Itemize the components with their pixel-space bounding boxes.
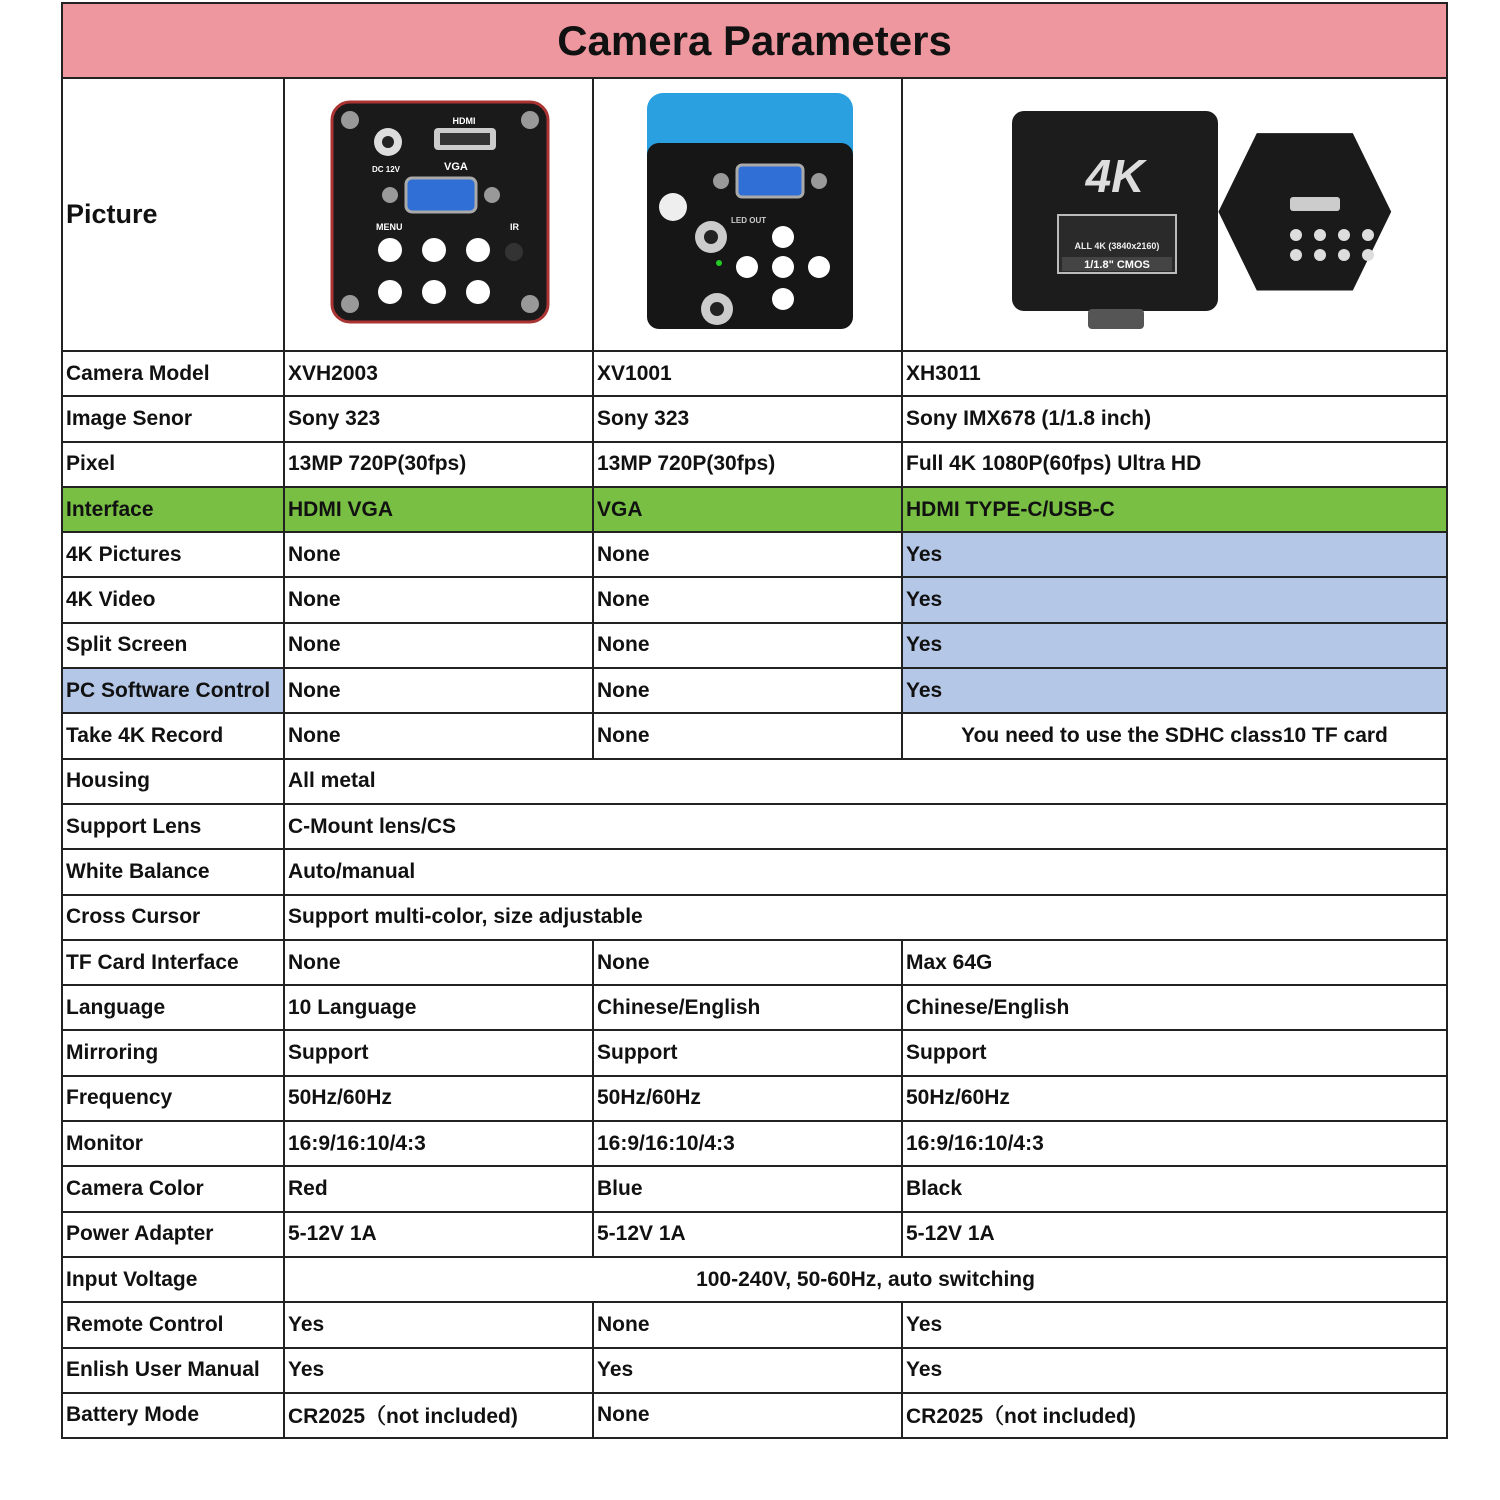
row-value: 5-12V 1A xyxy=(902,1212,1447,1257)
row-label: Housing xyxy=(62,759,284,804)
row-value: 16:9/16:10/4:3 xyxy=(593,1121,902,1166)
row-value: None xyxy=(284,940,593,985)
row-value: None xyxy=(284,577,593,622)
row-label: Image Senor xyxy=(62,396,284,441)
table-row-tf-card-interface xyxy=(62,940,1447,985)
svg-text:VGA: VGA xyxy=(443,160,468,173)
svg-text:ALL 4K (3840x2160): ALL 4K (3840x2160) xyxy=(1074,240,1159,251)
svg-text:LED OUT: LED OUT xyxy=(730,215,766,225)
row-value: 50Hz/60Hz xyxy=(593,1076,902,1121)
row-value: Yes xyxy=(593,1348,902,1393)
table-row-remote-control xyxy=(62,1302,1447,1347)
table-row-power-adapter xyxy=(62,1212,1447,1257)
table-row-white-balance xyxy=(62,849,1447,894)
row-label: Camera Color xyxy=(62,1166,284,1211)
row-label: Support Lens xyxy=(62,804,284,849)
row-value: Black xyxy=(902,1166,1447,1211)
row-value: 100-240V, 50-60Hz, auto switching xyxy=(284,1257,1447,1302)
row-value: 50Hz/60Hz xyxy=(284,1076,593,1121)
row-label: Enlish User Manual xyxy=(62,1348,284,1393)
table-row-split-screen xyxy=(62,623,1447,668)
row-value: You need to use the SDHC class10 TF card xyxy=(902,713,1447,758)
row-value: 13MP 720P(30fps) xyxy=(284,442,593,487)
row-value: Support multi-color, size adjustable xyxy=(284,895,1447,940)
row-value: Support xyxy=(593,1030,902,1075)
row-value: 13MP 720P(30fps) xyxy=(593,442,902,487)
row-label: Input Voltage xyxy=(62,1257,284,1302)
row-value: CR2025（not included) xyxy=(902,1393,1447,1438)
row-label: Mirroring xyxy=(62,1030,284,1075)
row-value: Support xyxy=(902,1030,1447,1075)
row-value: Red xyxy=(284,1166,593,1211)
row-label: TF Card Interface xyxy=(62,940,284,985)
row-value: 5-12V 1A xyxy=(284,1212,593,1257)
table-row-cross-cursor xyxy=(62,895,1447,940)
table-row-image-senor xyxy=(62,396,1447,441)
row-label: 4K Video xyxy=(62,577,284,622)
row-label: Pixel xyxy=(62,442,284,487)
table-row-camera-color xyxy=(62,1166,1447,1211)
row-label: Remote Control xyxy=(62,1302,284,1347)
row-value: None xyxy=(593,940,902,985)
row-value: All metal xyxy=(284,759,1447,804)
table-row-frequency xyxy=(62,1076,1447,1121)
row-value: Chinese/English xyxy=(593,985,902,1030)
row-label: Cross Cursor xyxy=(62,895,284,940)
row-value: None xyxy=(284,623,593,668)
row-label: Frequency xyxy=(62,1076,284,1121)
row-value: None xyxy=(593,623,902,668)
svg-text:MENU: MENU xyxy=(375,221,402,232)
table-row-interface xyxy=(62,487,1447,532)
svg-text:4K: 4K xyxy=(1085,149,1144,202)
camera-image-xv1001 xyxy=(593,78,902,351)
row-value: None xyxy=(593,668,902,713)
row-value: None xyxy=(284,668,593,713)
row-value: XH3011 xyxy=(902,351,1447,396)
row-value: Blue xyxy=(593,1166,902,1211)
camera-image-xvh2003 xyxy=(284,78,593,351)
table-row-camera-model xyxy=(62,351,1447,396)
row-label: Camera Model xyxy=(62,351,284,396)
table-row-pc-software-control xyxy=(62,668,1447,713)
table-row-4k-pictures xyxy=(62,532,1447,577)
row-label: Battery Mode xyxy=(62,1393,284,1438)
table-row-language xyxy=(62,985,1447,1030)
row-label: White Balance xyxy=(62,849,284,894)
row-value: 16:9/16:10/4:3 xyxy=(284,1121,593,1166)
row-value: Sony 323 xyxy=(593,396,902,441)
camera-black-icon xyxy=(950,87,1400,337)
row-label: Power Adapter xyxy=(62,1212,284,1257)
row-value: Yes xyxy=(902,1302,1447,1347)
camera-red-icon xyxy=(324,92,554,332)
row-value: None xyxy=(284,713,593,758)
row-value: None xyxy=(593,532,902,577)
row-label: Interface xyxy=(62,487,284,532)
row-value: Yes xyxy=(902,577,1447,622)
table-row-pixel xyxy=(62,442,1447,487)
row-value: Auto/manual xyxy=(284,849,1447,894)
row-label: Language xyxy=(62,985,284,1030)
camera-parameters-table xyxy=(61,2,1448,1439)
svg-text:1/1.8" CMOS: 1/1.8" CMOS xyxy=(1083,258,1150,271)
row-value: Support xyxy=(284,1030,593,1075)
row-value: 5-12V 1A xyxy=(593,1212,902,1257)
row-value: Yes xyxy=(902,623,1447,668)
row-value: Yes xyxy=(284,1302,593,1347)
table-row-input-voltage xyxy=(62,1257,1447,1302)
table-row-4k-video xyxy=(62,577,1447,622)
table-row-housing xyxy=(62,759,1447,804)
row-value: 50Hz/60Hz xyxy=(902,1076,1447,1121)
row-value: XV1001 xyxy=(593,351,902,396)
row-label: Monitor xyxy=(62,1121,284,1166)
table-row-support-lens xyxy=(62,804,1447,849)
table-row-take-4k-record xyxy=(62,713,1447,758)
row-value: None xyxy=(593,713,902,758)
svg-text:IR: IR xyxy=(509,221,519,232)
row-value: None xyxy=(593,1302,902,1347)
table-row-mirroring xyxy=(62,1030,1447,1075)
row-value: HDMI TYPE-C/USB-C xyxy=(902,487,1447,532)
row-label: PC Software Control xyxy=(62,668,284,713)
row-label: Split Screen xyxy=(62,623,284,668)
row-value: Sony 323 xyxy=(284,396,593,441)
row-value: 16:9/16:10/4:3 xyxy=(902,1121,1447,1166)
row-value: VGA xyxy=(593,487,902,532)
row-label: Take 4K Record xyxy=(62,713,284,758)
row-label: 4K Pictures xyxy=(62,532,284,577)
camera-image-xh3011 xyxy=(902,78,1447,351)
table-row-enlish-user-manual xyxy=(62,1348,1447,1393)
camera-blue-icon xyxy=(633,87,863,337)
row-value: CR2025（not included) xyxy=(284,1393,593,1438)
row-value: XVH2003 xyxy=(284,351,593,396)
row-value: None xyxy=(593,1393,902,1438)
row-value: C-Mount lens/CS xyxy=(284,804,1447,849)
row-value: Chinese/English xyxy=(902,985,1447,1030)
svg-text:HDMI: HDMI xyxy=(452,115,475,126)
row-value: None xyxy=(593,577,902,622)
picture-label: Picture xyxy=(62,78,284,351)
row-value: HDMI VGA xyxy=(284,487,593,532)
table-row-monitor xyxy=(62,1121,1447,1166)
row-value: Yes xyxy=(902,532,1447,577)
row-value: None xyxy=(284,532,593,577)
row-value: Max 64G xyxy=(902,940,1447,985)
row-value: Sony IMX678 (1/1.8 inch) xyxy=(902,396,1447,441)
row-value: Full 4K 1080P(60fps) Ultra HD xyxy=(902,442,1447,487)
table-row-battery-mode xyxy=(62,1393,1447,1438)
row-value: Yes xyxy=(902,1348,1447,1393)
table-title: Camera Parameters xyxy=(62,3,1447,78)
svg-text:DC 12V: DC 12V xyxy=(371,164,400,174)
row-value: 10 Language xyxy=(284,985,593,1030)
row-value: Yes xyxy=(284,1348,593,1393)
row-value: Yes xyxy=(902,668,1447,713)
